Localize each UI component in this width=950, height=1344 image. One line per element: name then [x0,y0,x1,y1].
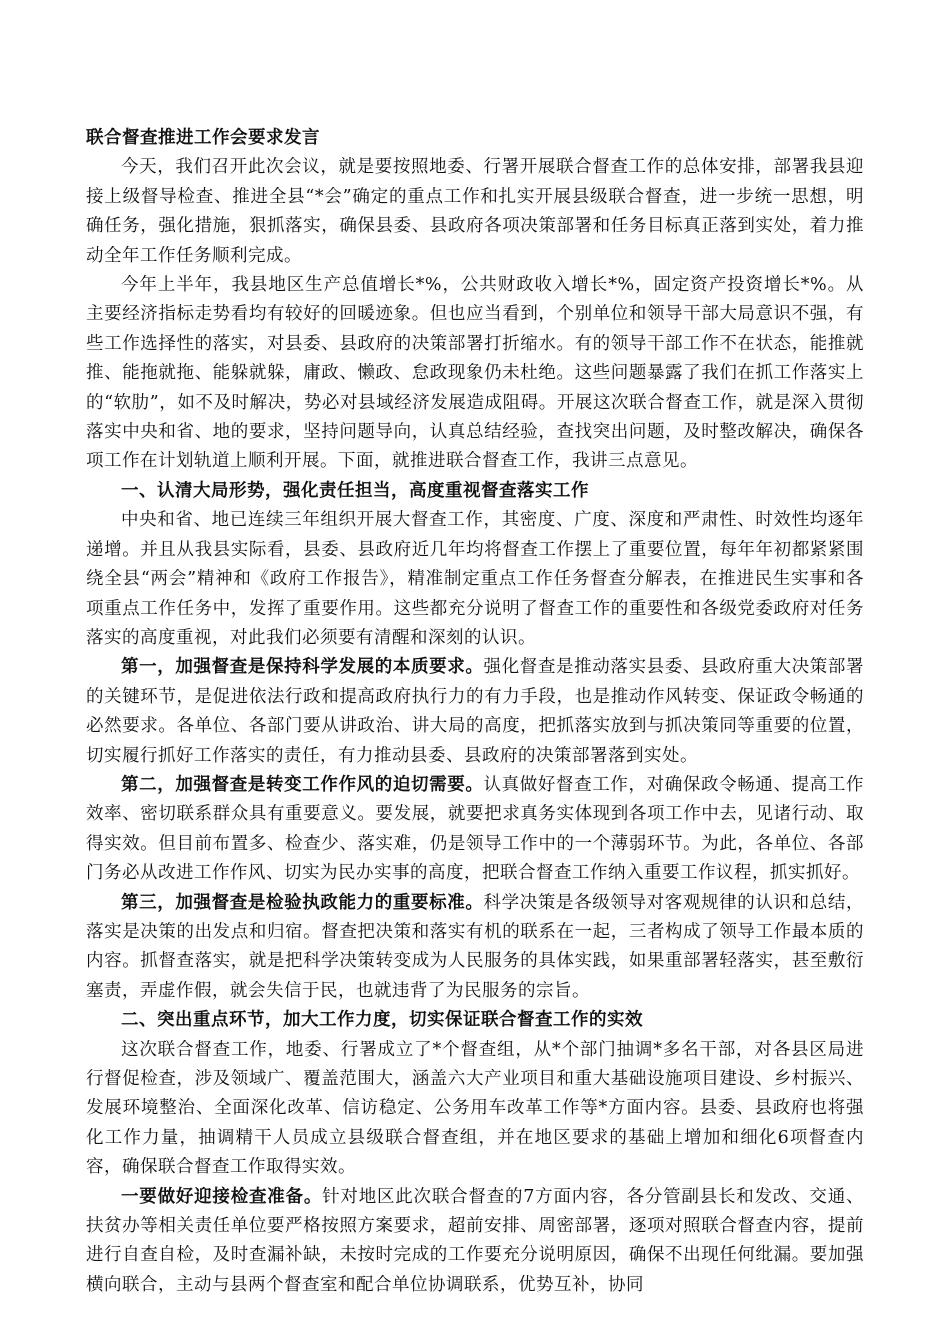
section-heading-2: 二、突出重点环节，加大工作力度，切实保证联合督查工作的实效 [121,1010,643,1031]
point-3-lead: 第三，加强督查是检验执政能力的重要标准。 [121,892,484,913]
section-heading-1: 一、认清大局形势，强化责任担当，高度重视督查落实工作 [121,480,589,501]
document-page [86,124,864,1300]
paragraph-opening: 今天，我们召开此次会议，就是要按照地委、行署开展联合督查工作的总体安排，部署我县迎接上级督导检查、推进全县“*会”确定的重点工作和扎实开展县级联合督查，进一步统一思想，明确任务，强化措施，狠抓落实，确保县委、县政府各项决策部署和任务目标真正落到实处，着力推动全年工作任务顺利完成。 [86,157,864,266]
point-1-lead: 第一，加强督查是保持科学发展的本质要求。 [121,657,484,678]
document-title: 联合督查推进工作会要求发言 [86,128,320,148]
point-1-body: 强化督查是推动落实县委、县政府重大决策部署的关键环节，是促进依法行政和提高政府执行力的有力手段，也是推动作风转变、保证政令畅通的必然要求。各单位、各部门要从讲政治、讲大局的高度，把抓落实放到与抓决策同等重要的位置，切实履行抓好工作落实的责任，有力推动县委、县政府的决策部署落到实处。 [86,657,864,766]
paragraph-point-2 [86,771,864,889]
paragraph-section2-intro: 这次联合督查工作，地委、行署成立了*个督查组，从*个部门抽调*多名干部，对各县区局进行督促检查，涉及领域广、覆盖范围大，涵盖六大产业项目和重大基础设施项目建设、乡村振兴、发展环境整治、全面深化改革、信访稳定、公务用车改革工作等*方面内容。县委、县政府也将强化工作力量，抽调精干人员成立县级联合督查组，并在地区要求的基础上增加和细化6项督查内容，确保联合督查工作取得实效。 [86,1039,864,1178]
requirement-1-body: 针对地区此次联合督查的7方面内容，各分管副县长和发改、交通、扶贫办等相关责任单位要严格按照方案要求，超前安排、周密部署，逐项对照联合督查内容，提前进行自查自检，及时查漏补缺，未按时完成的工作要充分说明原因，确保不出现任何纰漏。要加强横向联合，主动与县两个督查室和配合单位协调联系，优势互补，协同 [86,1186,864,1295]
requirement-1-lead: 一要做好迎接检查准备。 [121,1186,323,1207]
paragraph-requirement-1 [86,1183,864,1301]
paragraph-point-3 [86,889,864,1007]
paragraph-point-1 [86,653,864,771]
paragraph-economy: 今年上半年，我县地区生产总值增长*%，公共财政收入增长*%，固定资产投资增长*%。从主要经济指标走势看均有较好的回暖迹象。但也应当看到，个别单位和领导干部大局意识不强，有些工作选择性的落实，对县委、县政府的决策部署打折缩水。有的领导干部工作不在状态，能推就推、能拖就拖、能躲就躲，庸政、懒政、怠政现象仍未杜绝。这些问题暴露了我们在抓工作落实上的“软肋”，如不及时解决，势必对县域经济发展造成阻碍。开展这次联合督查工作，就是深入贯彻落实中央和省、地的要求，坚持问题导向，认真总结经验，查找突出问题，及时整改解决，确保各项工作在计划轨道上顺利开展。下面，就推进联合督查工作，我讲三点意见。 [86,275,864,472]
point-2-body: 认真做好督查工作，对确保政令畅通、提高工作效率、密切联系群众具有重要意义。要发展，就要把求真务实体现到各项工作中去，见诸行动、取得实效。但目前布置多、检查少、落实难，仍是领导工作中的一个薄弱环节。为此，各单位、各部门务必从改进工作作风、切实为民办实事的高度，把联合督查工作纳入重要工作议程，抓实抓好。 [86,774,864,884]
point-3-body: 科学决策是各级领导对客观规律的认识和总结，落实是决策的出发点和归宿。督查把决策和落实有机的联系在一起，三者构成了领导工作最本质的内容。抓督查落实，就是把科学决策转变成为人民服务的具体实践，如果重部署轻落实，甚至敷衍塞责，弄虚作假，就会失信于民，也就违背了为民服务的宗旨。 [86,892,864,1001]
point-2-lead: 第二，加强督查是转变工作作风的迫切需要。 [121,774,484,795]
paragraph-section1-intro: 中央和省、地已连续三年组织开展大督查工作，其密度、广度、深度和严肃性、时效性均逐年递增。并且从我县实际看，县委、县政府近几年均将督查工作摆上了重要位置，每年年初都紧紧围绕全县“两会”精神和《政府工作报告》，精准制定重点工作任务督查分解表，在推进民生实事和各项重点工作任务中，发挥了重要作用。这些都充分说明了督查工作的重要性和各级党委政府对任务落实的高度重视，对此我们必须要有清醒和深刻的认识。 [86,510,864,648]
